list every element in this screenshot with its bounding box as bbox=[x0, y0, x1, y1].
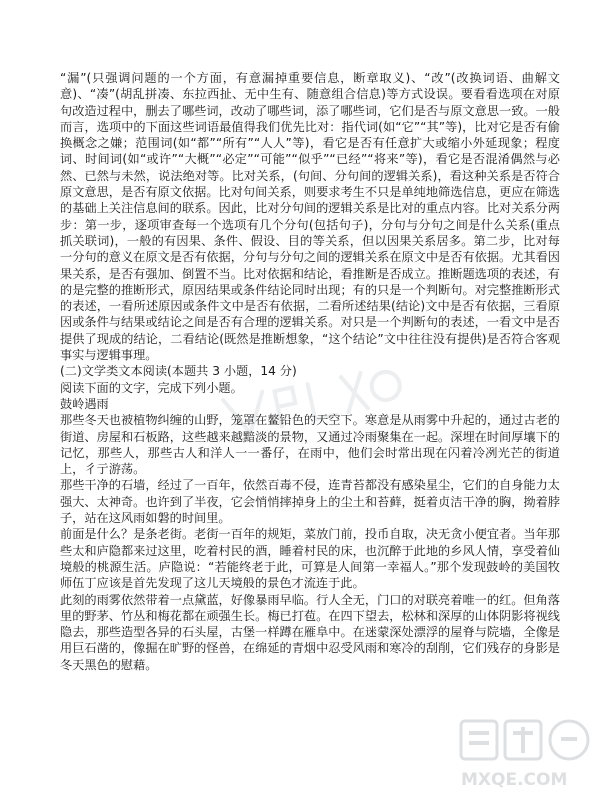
answer-circle-logo-icon bbox=[455, 715, 605, 792]
story-paragraph-1: 那些冬天也被植物纠缠的山野，笼罩在鳌铅色的天空下。寒意是从雨雾中升起的，通过古老的街道、房屋和石板路，这些越来越黯淡的景物，又通过冷雨聚集在一起。深埋在时间厚壤下的记忆，那些人，那些古人和洋人一一番仔，在雨中，他们会时常出现在闪着冷冽光芒的街道上，彳亍游荡。 bbox=[60, 413, 560, 477]
story-title: 鼓岭遇雨 bbox=[60, 396, 109, 411]
story-paragraph-2: 那些干净的石墙，经过了一百年，依然百毒不侵，连青苔都没有感染星尘，它们的自身能力太强大、太神奇。也许到了半夜，它会悄悄摔掉身上的尘土和苔藓，挺着贞洁干净的胸，拗着脖子，站在这风雨如磐的时间里。 bbox=[60, 478, 560, 526]
passage-analysis-paragraph: “漏”(只强调问题的一个方面，有意漏掉重要信息，断章取义)、“改”(改换词语、曲解文意)、“凑”(胡乱拼凑、东拉西扯、无中生有、随意组合信息)等方式设误。要看看选项在对原句改造过程中，删去了哪些词，改动了哪些词，添了哪些词，它们是否与原文意思一致。一般而言，选项中的下面这些词语最值得我们优先比对：指代词(如“它”“其”等)，比对它是否有偷换概念之嫌；范围词(如“都”“所有”“人人”等)，看它是否有任意扩大或缩小外延现象；程度词、时间词(如“或许”“大概”“必定”“可能”“似乎”“已经”“将来”等)，看它是否混淆偶然与必然、已然与未然，说法绝对等。比对关系，(句间、分句间的逻辑关系)，看这种关系是否符合原文意思，是否有原文依据。比对句间关系，则要求考生不只是单纯地筛选信息，更应在筛选的基础上关注信息间的联系。因此，比对分句间的逻辑关系是比对的重点内容。比对关系分两步：第一步，逐项审查每一个选项有几个分句(包括句子)，分句与分句之间是什么关系(重点抓关联词)，一般的有因果、条件、假设、目的等关系，但以因果关系居多。第二步，比对每一分句的意义在原文是否有依据，分句与分句之间的逻辑关系在原文中是否有依据。尤其看因果关系，是否有强加、倒置不当。比对依据和结论，看推断是否成立。推断题选项的表述，有的是完整的推断形式，原因结果或条件结论同时出现；有的只是一个判断句。对完整推断形式的表述，一看所述原因或条件文中是否有依据，二看所述结果(结论)文中是否有依据，三看原因或条件与结果或结论之间是否有合理的逻辑关系。对只是一个判断句的表述，一看文中是否提供了现成的结论，二看结论(既然是推断想象，“这个结论”文中往往没有提供)是否符合客观事实与逻辑事理。 bbox=[60, 71, 560, 363]
reading-instruction: 阅读下面的文字，完成下列小题。 bbox=[60, 380, 243, 395]
story-paragraph-4: 此刻的雨雾依然带着一点黛蓝，好像暴雨早临。行人全无，门口的对联亮着唯一的红。但角落里的野茅、竹丛和梅花都在顽强生长。梅已打苞。在四下望去，松林和深厚的山体阴影将视线隐去，那些造型各异的石头屋，古堡一样蹲在雁阜中。在迷蒙深处漂浮的屋脊与院墙，全像是用巨石凿的，像掘在旷野的怪兽，在绵延的青烟中忍受风雨和寒冷的刮削，它们残存的身影是冬天黑色的慰藉。 bbox=[60, 592, 560, 672]
story-paragraph-3: 前面是什么？是条老街。老街一百年的规矩，菜放门前，投币自取，决无贪小便宜者。当年那些太和庐隐都来过这里，吃着村民的酒，睡着村民的床，也沉醉于此地的乡风人情，享受着仙境般的桃源生活。庐隐说：“若能终老于此，可算是人间第一幸福人。”那个发现鼓岭的美国牧师伍丁应该是首先发现了这儿天境般的景色才流连于此。 bbox=[60, 527, 560, 591]
document-page bbox=[60, 70, 560, 673]
svg-text:MXQE.COM: MXQE.COM bbox=[461, 770, 568, 790]
section-title: (二)文学类文本阅读(本题共 3 小题，14 分) bbox=[60, 364, 297, 379]
